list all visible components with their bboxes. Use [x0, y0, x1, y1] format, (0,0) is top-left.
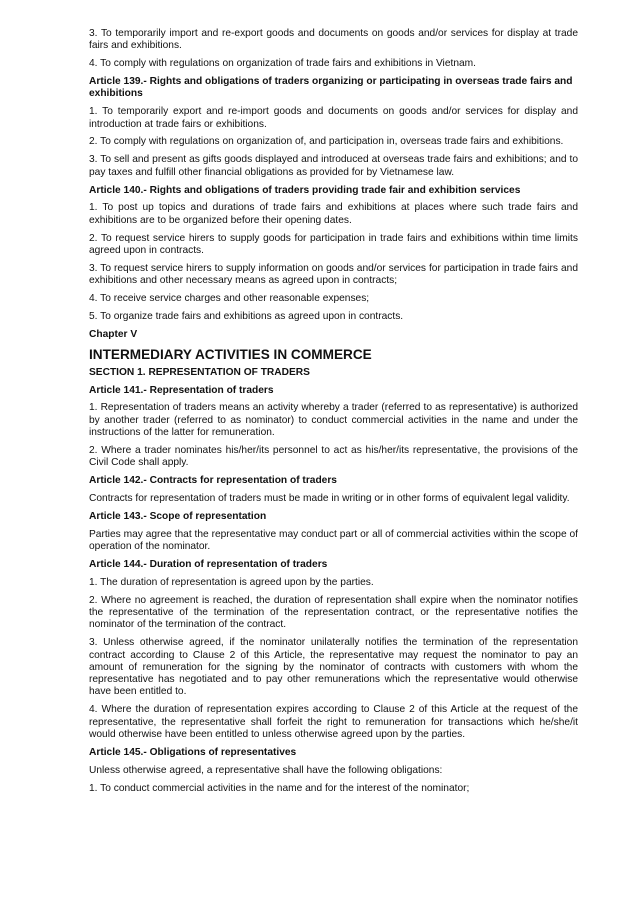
section-heading: SECTION 1. REPRESENTATION OF TRADERS — [89, 366, 310, 378]
paragraph: 5. To organize trade fairs and exhibitions as agreed upon in contracts. — [89, 310, 404, 322]
paragraph: 1. The duration of representation is agreed upon by the parties. — [89, 576, 374, 588]
article-heading: Article 141.- Representation of traders — [89, 384, 274, 396]
paragraph: Parties may agree that the representative may conduct part or all of commercial activities within the scope of operation of the nominator. — [89, 528, 578, 553]
paragraph: 2. Where no agreement is reached, the duration of representation shall expire when the nominator notifies the representative of the termination of the representation contract, or the representative notifies the nominator of the termination of the contract. — [89, 594, 578, 631]
paragraph: 1. Representation of traders means an activity whereby a trader (referred to as representative) is authorized by another trader (referred to as nominator) to conduct commercial activities in the name and under the instructions of the latter for remuneration. — [89, 402, 578, 439]
paragraph: 3. To sell and present as gifts goods displayed and introduced at overseas trade fairs and exhibitions; and to pay taxes and fulfill other financial obligations as provided for by Vietnamese law. — [89, 154, 578, 178]
chapter-title: INTERMEDIARY ACTIVITIES IN COMMERCE — [89, 346, 372, 362]
paragraph: 1. To post up topics and durations of trade fairs and exhibitions at places where such trade fairs and exhibitions are to be organized before their opening dates. — [89, 202, 578, 226]
article-heading: Article 142.- Contracts for representation of traders — [89, 475, 337, 487]
paragraph: 1. To temporarily export and re-import goods and documents on goods and/or services for display and introduction at trade fairs or exhibitions. — [89, 106, 578, 130]
paragraph: 3. Unless otherwise agreed, if the nominator unilaterally notifies the termination of the representation contract according to Clause 2 of this Article, the representative may request the nominator to pay an amount of remuneration for the signing by the nominator of contracts with customers with whom the representative has negotiated and to pay other remunerations which the representative would otherwise have been entitled to. — [89, 637, 578, 698]
article-heading: Article 143.- Scope of representation — [89, 510, 267, 522]
paragraph: Contracts for representation of traders must be made in writing or in other forms of equivalent legal validity. — [89, 493, 570, 504]
paragraph: 3. To temporarily import and re-export goods and documents on goods and/or services for display at trade fairs and exhibitions. — [89, 28, 578, 52]
article-heading: Article 140.- Rights and obligations of traders providing trade fair and exhibition services — [89, 184, 521, 196]
paragraph: 4. Where the duration of representation expires according to Clause 2 of this Article at the request of the representative, the representative shall forfeit the right to remuneration for transactions which he/she/it would otherwise have been entitled to unless otherwise agreed upon by the parties. — [89, 704, 578, 740]
article-heading: Article 144.- Duration of representation of traders — [89, 558, 328, 570]
paragraph: 2. To request service hirers to supply goods for participation in trade fairs and exhibitions within time limits agreed upon in contracts. — [89, 232, 578, 256]
paragraph: 2. Where a trader nominates his/her/its personnel to act as his/her/its representative, the provisions of the Civil Code shall apply. — [89, 444, 578, 469]
paragraph: 3. To request service hirers to supply information on goods and/or services for participation in trade fairs and exhibitions and other necessary means as agreed upon in contracts; — [89, 262, 578, 287]
article-heading: Article 139.- Rights and obligations of traders organizing or participating in overseas trade fairs and exhibitions — [89, 76, 573, 100]
paragraph: 4. To receive service charges and other reasonable expenses; — [89, 292, 370, 304]
paragraph: 1. To conduct commercial activities in the name and for the interest of the nominator; — [89, 782, 470, 794]
paragraph: Unless otherwise agreed, a representative shall have the following obligations: — [89, 764, 443, 776]
paragraph: 2. To comply with regulations on organization of, and participation in, overseas trade fairs and exhibitions. — [89, 136, 564, 148]
article-heading: Article 145.- Obligations of representatives — [89, 746, 297, 758]
paragraph: 4. To comply with regulations on organization of trade fairs and exhibitions in Vietnam. — [89, 58, 476, 70]
document-page — [89, 28, 578, 800]
chapter-label: Chapter V — [89, 328, 138, 340]
